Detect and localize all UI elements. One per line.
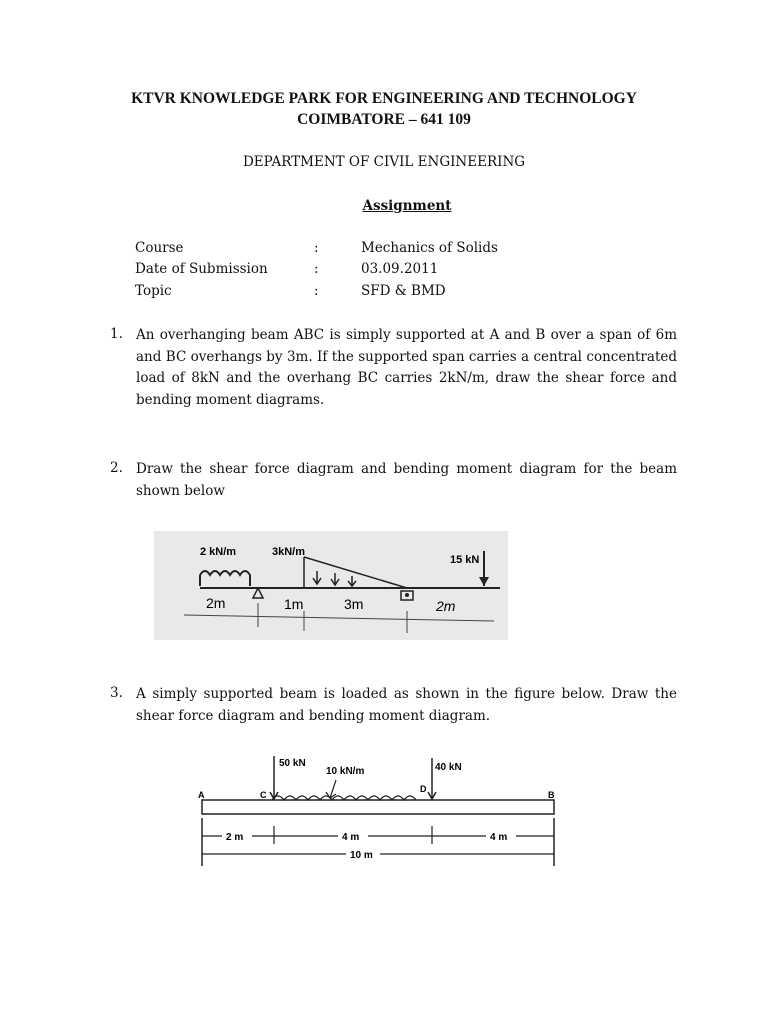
beam-body bbox=[202, 800, 554, 814]
udl-label: 2 kN/m bbox=[200, 546, 237, 558]
udl-label-2: 10 kN/m bbox=[326, 766, 365, 777]
triangular-load bbox=[304, 557, 407, 588]
point-b-label: B bbox=[548, 790, 555, 800]
department-name: DEPARTMENT OF CIVIL ENGINEERING bbox=[242, 154, 526, 170]
course-sep: : bbox=[314, 240, 319, 256]
date-label: Date of Submission bbox=[135, 261, 268, 277]
dim-label-3: 4 m bbox=[490, 832, 508, 843]
date-sep: : bbox=[314, 261, 319, 277]
topic-sep: : bbox=[314, 283, 319, 299]
point-c-label: C bbox=[260, 790, 267, 800]
beam-figure-1 bbox=[154, 531, 508, 640]
beam-figure-1-drawing bbox=[154, 531, 508, 640]
span-label-3: 3m bbox=[344, 596, 364, 612]
dim-label-2: 4 m bbox=[342, 832, 360, 843]
span-label-4: 2m bbox=[436, 598, 456, 614]
course-label: Course bbox=[135, 240, 184, 256]
question-2-text: Draw the shear force diagram and bending moment diagram for the beam shown below bbox=[136, 461, 677, 499]
span-label-2: 1m bbox=[284, 596, 304, 612]
dim-label-1: 2 m bbox=[226, 832, 244, 843]
dim-label-total: 10 m bbox=[350, 850, 373, 861]
support-a-icon bbox=[253, 588, 263, 598]
question-1-text: An overhanging beam ABC is simply supported at A and B over a span of 6m and BC overhangs by 3m. If the supported span carries a central concentrated load of 8kN and the overhang BC carries 2kN/m, draw the shear force and bending moment diagrams. bbox=[136, 327, 677, 408]
beam-figure-2-drawing bbox=[190, 750, 590, 880]
beam-figure-2 bbox=[190, 750, 590, 880]
topic-value: SFD & BMD bbox=[361, 283, 446, 299]
question-1-number: 1. bbox=[110, 326, 123, 342]
tri-load-label: 3kN/m bbox=[272, 546, 306, 558]
load-c-label: 50 kN bbox=[279, 758, 306, 769]
point-a-label: A bbox=[198, 790, 205, 800]
point-load-label: 15 kN bbox=[450, 554, 480, 566]
page-title: Assignment bbox=[362, 198, 452, 214]
udl-symbol bbox=[200, 571, 250, 575]
question-2-number: 2. bbox=[110, 460, 123, 476]
course-value: Mechanics of Solids bbox=[361, 240, 498, 256]
span-label-1: 2m bbox=[206, 595, 226, 611]
question-3-text: A simply supported beam is loaded as shown in the figure below. Draw the shear force diagram and bending moment diagram. bbox=[136, 686, 677, 724]
point-d-label: D bbox=[420, 784, 427, 794]
load-d-label: 40 kN bbox=[435, 762, 462, 773]
institution-name: KTVR KNOWLEDGE PARK FOR ENGINEERING AND TECHNOLOGY bbox=[131, 90, 637, 107]
institution-address: COIMBATORE – 641 109 bbox=[297, 111, 471, 128]
date-value: 03.09.2011 bbox=[361, 261, 439, 277]
question-3-number: 3. bbox=[110, 685, 123, 701]
topic-label: Topic bbox=[135, 283, 172, 299]
